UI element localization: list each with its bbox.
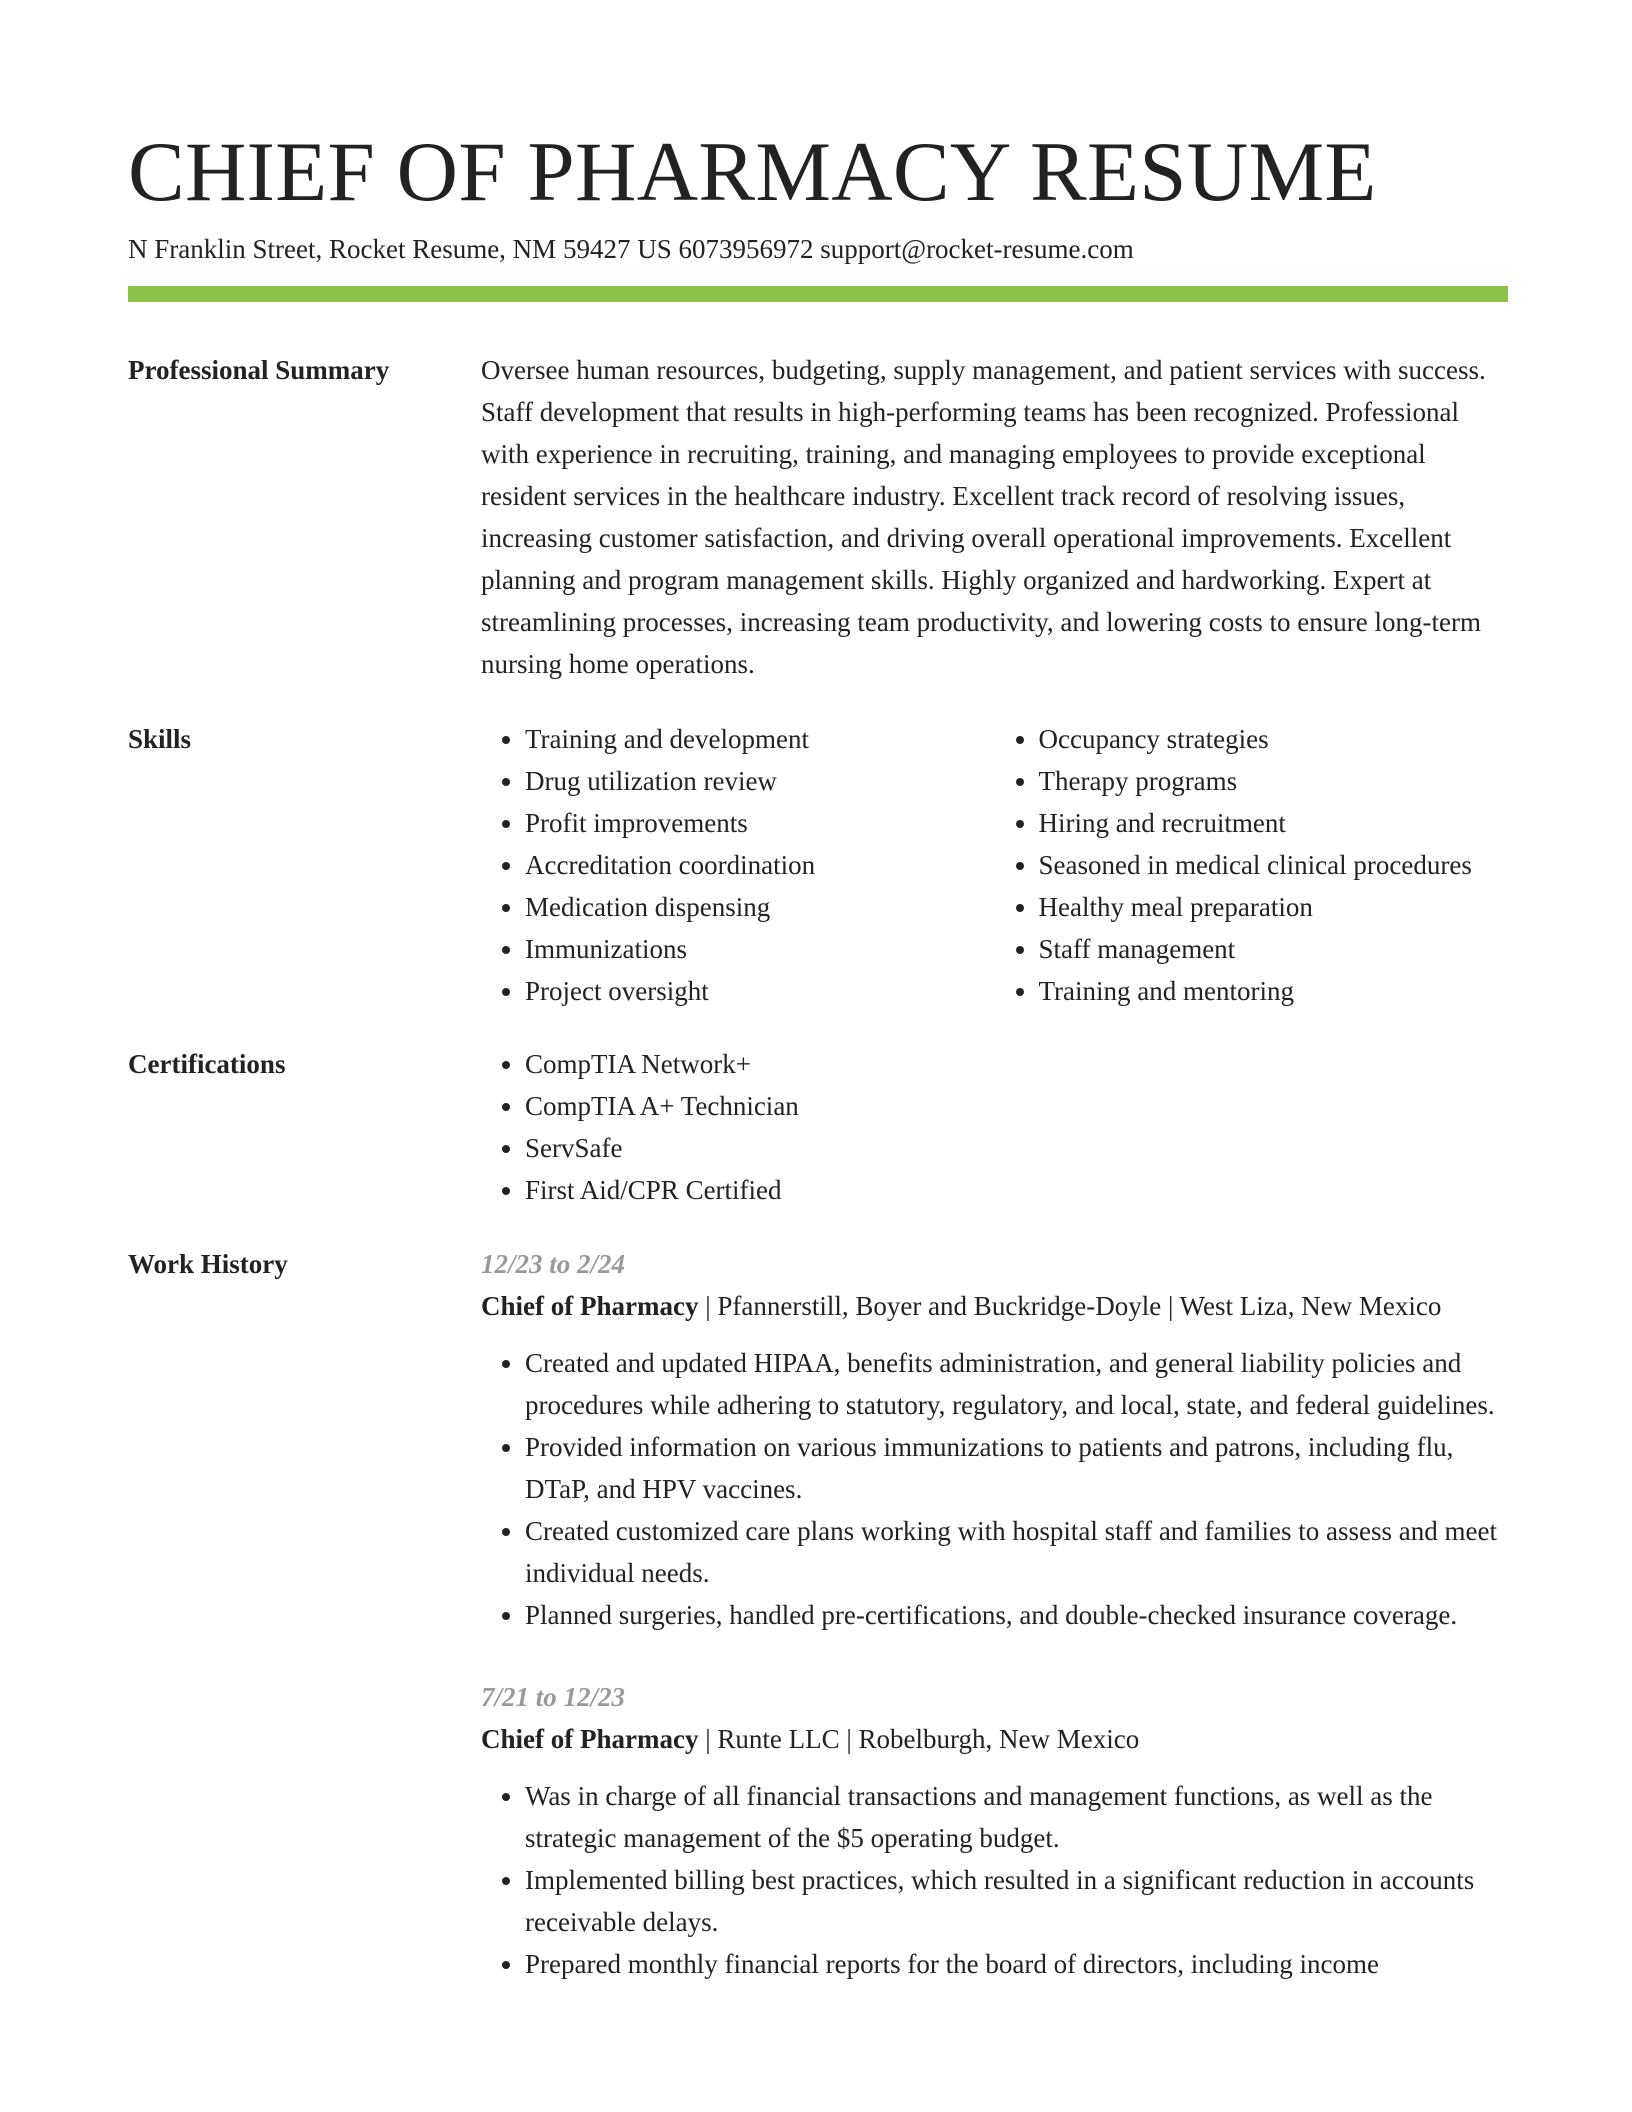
job-title: Chief of Pharmacy	[481, 1724, 699, 1754]
section-label-summary: Professional Summary	[128, 355, 390, 385]
skill-item: • Therapy programs	[1039, 760, 1509, 802]
certification-item: • CompTIA Network+	[525, 1043, 1508, 1085]
job-bullet: • Provided information on various immunizations to patients and patrons, including flu, DTaP, and HPV vaccines.	[525, 1426, 1508, 1510]
certification-item: • First Aid/CPR Certified	[525, 1169, 1508, 1211]
section-label-work-history: Work History	[128, 1249, 288, 1279]
job-entry	[481, 1243, 1508, 1636]
section-label-certifications: Certifications	[128, 1049, 286, 1079]
skill-item: • Medication dispensing	[525, 886, 995, 928]
job-bullet: • Created and updated HIPAA, benefits administration, and general liability policies and procedures while adhering to statutory, regulatory, and local, state, and federal guidelines.	[525, 1342, 1508, 1426]
work-history-body	[481, 1243, 1508, 1985]
skill-item: • Healthy meal preparation	[1039, 886, 1509, 928]
certifications-list	[481, 1043, 1508, 1211]
job-bullet: • Created customized care plans working with hospital staff and families to assess and meet individual needs.	[525, 1510, 1508, 1594]
job-heading	[481, 1718, 1508, 1760]
skill-item: • Training and development	[525, 718, 995, 760]
job-bullet: • Was in charge of all financial transactions and management functions, as well as the strategic management of the $5 operating budget.	[525, 1775, 1508, 1859]
skill-item: • Immunizations	[525, 928, 995, 970]
skills-list-right	[995, 718, 1509, 1012]
job-bullets	[481, 1775, 1508, 1985]
skill-item: • Project oversight	[525, 970, 995, 1012]
accent-divider	[128, 286, 1508, 302]
summary-body	[481, 349, 1508, 685]
skill-item: • Training and mentoring	[1039, 970, 1509, 1012]
skills-columns	[481, 718, 1508, 1012]
skill-item: • Drug utilization review	[525, 760, 995, 802]
job-bullet: • Prepared monthly financial reports for the board of directors, including income	[525, 1943, 1508, 1985]
skill-item: • Accreditation coordination	[525, 844, 995, 886]
job-bullet: • Implemented billing best practices, which resulted in a significant reduction in accounts receivable delays.	[525, 1859, 1508, 1943]
job-heading	[481, 1285, 1508, 1327]
skill-item: • Hiring and recruitment	[1039, 802, 1509, 844]
skills-body	[481, 718, 1508, 1012]
job-employer-location: | Pfannerstill, Boyer and Buckridge-Doyle | West Liza, New Mexico	[698, 1291, 1442, 1321]
contact-line: N Franklin Street, Rocket Resume, NM 59427 US 6073956972 support@rocket-resume.com	[128, 234, 1134, 264]
certification-item: • ServSafe	[525, 1127, 1508, 1169]
job-title: Chief of Pharmacy	[481, 1291, 699, 1321]
section-label-skills: Skills	[128, 724, 192, 754]
certification-item: • CompTIA A+ Technician	[525, 1085, 1508, 1127]
skill-item: • Occupancy strategies	[1039, 718, 1509, 760]
job-bullet: • Planned surgeries, handled pre-certifications, and double-checked insurance coverage.	[525, 1594, 1508, 1636]
skill-item: • Profit improvements	[525, 802, 995, 844]
resume-title: CHIEF OF PHARMACY RESUME	[128, 125, 1377, 219]
skill-item: • Seasoned in medical clinical procedures	[1039, 844, 1509, 886]
certifications-body	[481, 1043, 1508, 1211]
job-employer-location: | Runte LLC | Robelburgh, New Mexico	[698, 1724, 1140, 1754]
job-dates: 7/21 to 12/23	[481, 1682, 626, 1712]
job-entry	[481, 1676, 1508, 1985]
job-bullets	[481, 1342, 1508, 1636]
skills-list-left	[481, 718, 995, 1012]
skill-item: • Staff management	[1039, 928, 1509, 970]
summary-text: Oversee human resources, budgeting, supply management, and patient services with success. Staff development that results in high-performing teams has been recognized. Professional with experience in recruiting, training, and managing employees to provide exceptional resident services in the healthcare industry. Excellent track record of resolving issues, increasing customer satisfaction, and driving overall operational improvements. Excellent planning and program management skills. Highly organized and hardworking. Expert at streamlining processes, increasing team productivity, and lowering costs to ensure long-term nursing home operations.	[481, 355, 1486, 679]
job-dates: 12/23 to 2/24	[481, 1249, 626, 1279]
